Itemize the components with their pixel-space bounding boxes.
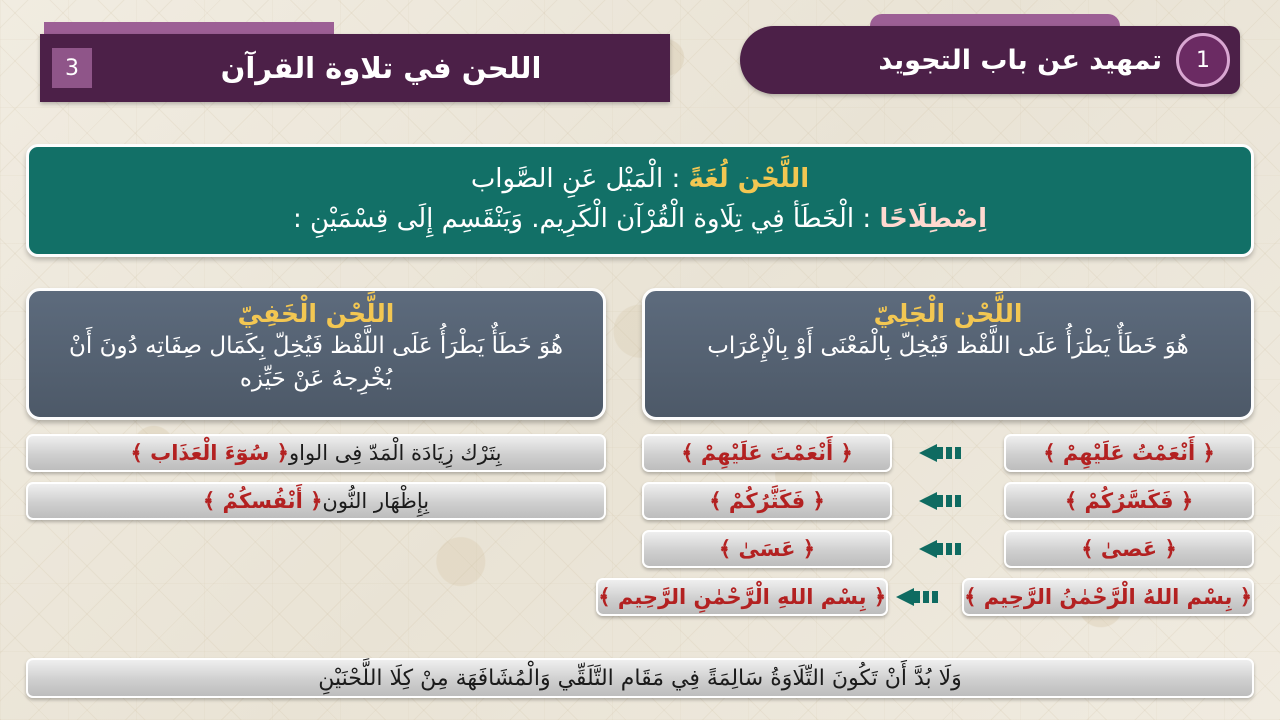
card-lahn-jali-body: هُوَ خَطَأٌ يَطْرَأُ عَلَى اللَّفْظ فَيُخِلّ بِالْمَعْنَى أَوْ بِالْإِعْرَاب — [707, 333, 1189, 359]
jali-wrong-pill — [596, 578, 888, 616]
definition-technical-text: الْخَطَأ فِي تِلَاوة الْقُرْآن الْكَرِيم. وَيَنْقَسِم إِلَى قِسْمَيْنِ : — [292, 204, 855, 235]
jali-example-row — [642, 482, 1254, 520]
jali-correct-text: ﴿ عَصىٰ ﴾ — [1081, 537, 1177, 561]
arrow-left-icon — [896, 588, 954, 606]
section-number-badge: 3 — [52, 48, 92, 88]
definition-technical-keyword: اِصْطِلَاحًا — [879, 204, 987, 235]
jali-wrong-pill — [642, 530, 892, 568]
jali-correct-text: ﴿ بِسْم اللهُ الْرَّحْمٰنُ الرَّحِيم ﴾ — [964, 585, 1252, 609]
definition-line-technical — [53, 199, 1227, 239]
section-header[interactable] — [40, 34, 670, 102]
khafi-example-pill — [26, 434, 606, 472]
jali-wrong-text: ﴿ فَكَثَّرُكُمْ ﴾ — [709, 489, 825, 513]
jali-correct-text: ﴿ أَنْعَمْتُ عَلَيْهِمْ ﴾ — [1043, 441, 1215, 465]
definition-line-linguistic — [53, 159, 1227, 199]
jali-correct-text: ﴿ فَكَسَّرُكُمْ ﴾ — [1064, 489, 1194, 513]
definition-linguistic-separator: : — [663, 164, 681, 194]
khafi-example-note: بِتَرْك زِيَادَة الْمَدّ فِى الواو — [288, 441, 502, 465]
khafi-examples-list — [26, 434, 606, 520]
arrow-left-icon — [900, 540, 996, 558]
jali-example-row — [642, 530, 1254, 568]
jali-correct-pill — [1004, 530, 1254, 568]
jali-wrong-pill — [642, 482, 892, 520]
definition-box — [26, 144, 1254, 257]
khafi-example-pill — [26, 482, 606, 520]
jali-wrong-text: ﴿ بِسْم اللهِ الْرَّحْمٰنِ الرَّحِيم ﴾ — [598, 585, 887, 609]
jali-correct-pill — [1004, 482, 1254, 520]
arrow-left-icon — [900, 492, 996, 510]
section-title: اللحن في تلاوة القرآن — [220, 51, 542, 85]
khafi-example-note: بِإِظْهَار النُّون — [322, 489, 430, 513]
card-lahn-khafi-title: اللَّحْن الْخَفِيّ — [237, 299, 395, 328]
chapter-header[interactable] — [740, 26, 1240, 94]
khafi-example-ayah: ﴿ أَنْفُسكُمْ ﴾ — [202, 489, 323, 513]
card-lahn-khafi — [26, 288, 606, 420]
card-lahn-jali-title: اللَّحْن الْجَلِيّ — [873, 299, 1023, 328]
card-lahn-khafi-body: هُوَ خَطَأٌ يَطْرَأُ عَلَى اللَّفْظ فَيُخِلّ بِكَمَال صِفَاتِه دُونَ أَنْ يُخْرِجهُ عَنْ حَيِّزه — [69, 333, 563, 393]
footer-note-text: وَلَا بُدَّ أَنْ تَكُونَ التِّلَاوَةُ سَالِمَةً فِي مَقَام التَّلَقِّي وَالْمُشَافَهَة مِنْ كِلَا اللَّحْنَيْنِ — [318, 665, 962, 691]
chapter-title: تمهيد عن باب التجويد — [878, 44, 1162, 76]
jali-example-row — [642, 434, 1254, 472]
jali-wrong-text: ﴿ عَسَىٰ ﴾ — [718, 537, 816, 561]
arrow-left-icon — [900, 444, 996, 462]
khafi-example-ayah: ﴿ سُوٓءَ الْعَذَاب ﴾ — [130, 441, 289, 465]
jali-wrong-pill — [642, 434, 892, 472]
jali-correct-pill — [1004, 434, 1254, 472]
jali-correct-pill — [962, 578, 1254, 616]
definition-linguistic-keyword: اللَّحْن لُغَةً — [688, 164, 810, 194]
footer-note — [26, 658, 1254, 698]
card-lahn-jali — [642, 288, 1254, 420]
chapter-number-badge: 1 — [1176, 33, 1230, 87]
definition-technical-separator: : — [854, 204, 872, 235]
jali-examples-grid — [598, 434, 1254, 616]
jali-example-row — [598, 578, 1254, 616]
jali-wrong-text: ﴿ أَنْعَمْتَ عَلَيْهِمْ ﴾ — [681, 441, 853, 465]
definition-linguistic-text: الْمَيْل عَنِ الصَّواب — [470, 164, 664, 194]
